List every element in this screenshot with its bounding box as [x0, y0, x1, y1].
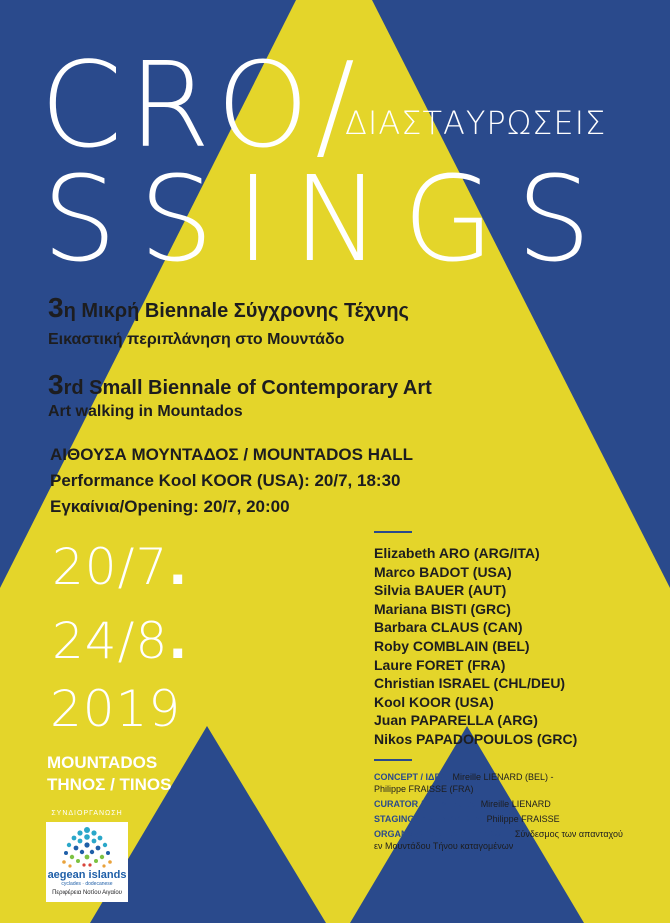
subtitle-english-number: 3	[48, 369, 64, 400]
organisation-value: Σύνδεσμος των απανταχού	[512, 829, 623, 839]
concept-value-2: Philippe FRAISSE (FRA)	[374, 784, 474, 794]
performance-line: Performance Kool KOOR (USA): 20/7, 18:30	[50, 471, 401, 490]
staging-label: STAGING / ΣΚΗΝΟΘΕΣΙΑ:	[374, 814, 485, 824]
divider-dash-top	[374, 531, 412, 533]
artist-item: Nikos PAPADOPOULOS (GRC)	[374, 730, 578, 747]
concept-label: CONCEPT / ΙΔΕΑ:	[374, 772, 450, 782]
artist-item: Mariana BISTI (GRC)	[374, 600, 511, 617]
date-end-dot: .	[168, 612, 189, 670]
hall-info	[50, 442, 413, 520]
divider-dash-bottom	[374, 759, 412, 761]
organisation-label: ORGANISATION / ΔΙΟΡΓΑΝΩΣΗ:	[374, 829, 513, 839]
artist-list	[374, 544, 577, 749]
title-line-2: SSINGS	[42, 150, 614, 288]
subtitle-english	[48, 369, 432, 401]
logo-dots-icon	[46, 824, 128, 874]
subtitle-greek	[48, 292, 409, 324]
place-island: ΤΗΝΟΣ / TINOS	[47, 775, 172, 794]
subtitle-greek-line2: Εικαστική περιπλάνηση στο Μουντάδο	[48, 331, 345, 348]
date-end-text: 24/8	[52, 612, 169, 670]
title-greek: ΔΙΑΣΤΑΥΡΩΣΕΙΣ	[345, 104, 607, 142]
subtitle-greek-text: η Μικρή Biennale Σύγχρονης Τέχνης	[63, 300, 409, 322]
artist-item: Laure FORET (FRA)	[374, 656, 506, 673]
logo-name: aegean islands	[47, 869, 127, 881]
staging-value: Philippe FRAISSE	[484, 814, 560, 824]
curator-label: CURATOR / ΕΠΙΜΕΛΕΙΑ:	[374, 799, 479, 809]
credits	[374, 771, 623, 852]
date-start-text: 20/7	[52, 538, 169, 596]
date-start-dot: .	[168, 538, 189, 596]
subtitle-english-text: rd Small Biennale of Contemporary Art	[63, 377, 432, 399]
date-end	[52, 612, 188, 670]
artist-item: Barbara CLAUS (CAN)	[374, 619, 523, 636]
logo-region: Περιφέρεια Νοτίου Αιγαίου	[52, 890, 122, 896]
subtitle-greek-number: 3	[48, 292, 64, 323]
curator-value: Mireille LIENARD	[478, 799, 551, 809]
place	[47, 752, 171, 796]
co-organisation-heading: ΣΥΝΔΙΟΡΓΑΝΩΣΗ	[51, 810, 123, 817]
title-line-1: CRO/	[40, 36, 362, 174]
logo-tagline: cyclades · dodecanese	[61, 881, 113, 887]
place-village: MOUNTADOS	[47, 753, 158, 772]
date-start	[52, 538, 188, 596]
artist-item: Marco BADOT (USA)	[374, 563, 512, 580]
concept-value: Mireille LIENARD (BEL) -	[449, 772, 554, 782]
aegean-islands-logo	[46, 822, 128, 902]
artist-item: Roby COMBLAIN (BEL)	[374, 637, 530, 654]
hall-title: ΑΙΘΟΥΣΑ ΜΟΥΝΤΑΔΟΣ / MOUNTADOS HALL	[50, 445, 414, 464]
artist-item: Kool KOOR (USA)	[374, 693, 494, 710]
subtitle-english-line2: Art walking in Mountados	[48, 403, 243, 420]
date-year: 2019	[50, 680, 182, 738]
opening-line: Εγκαίνια/Opening: 20/7, 20:00	[50, 497, 290, 516]
organisation-value-2: εν Μουντάδου Τήνου καταγομένων	[374, 841, 514, 851]
artist-item: Christian ISRAEL (CHL/DEU)	[374, 675, 566, 692]
artist-item: Silvia BAUER (AUT)	[374, 582, 507, 599]
artist-item: Juan PAPARELLA (ARG)	[374, 712, 538, 729]
artist-item: Elizabeth ARO (ARG/ITA)	[374, 545, 540, 561]
